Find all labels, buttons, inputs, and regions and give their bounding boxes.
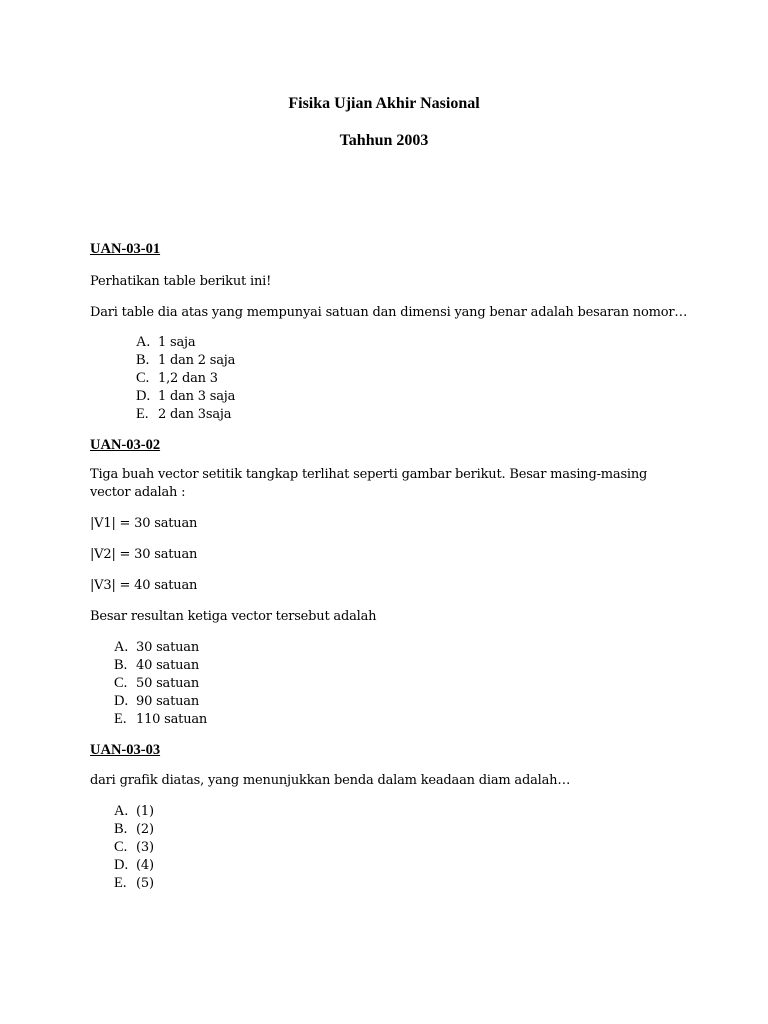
question-paragraph: Tiga buah vector setitik tangkap terlihat seperti gambar berikut. Besar masing-masing vector adalah : bbox=[90, 467, 648, 500]
option-text: 2 dan 3saja bbox=[158, 407, 232, 422]
option-text: (4) bbox=[136, 858, 154, 873]
question-heading: UAN-03-03 bbox=[90, 742, 161, 758]
question-paragraph: Perhatikan table berikut ini! bbox=[90, 274, 272, 289]
option-letter: C. bbox=[114, 675, 128, 691]
option-letter: C. bbox=[114, 839, 128, 855]
answer-option-c bbox=[114, 674, 690, 692]
question-paragraph: Dari table dia atas yang mempunyai satuan dan dimensi yang benar adalah besaran nomor… bbox=[90, 305, 688, 320]
option-letter: B. bbox=[136, 352, 150, 368]
vector-magnitude: |V3| = 40 satuan bbox=[90, 578, 198, 593]
document-body bbox=[90, 240, 690, 892]
document-title: Fisika Ujian Akhir Nasional bbox=[288, 95, 480, 112]
option-letter: A. bbox=[114, 803, 129, 819]
option-text: (3) bbox=[136, 840, 154, 855]
option-text: 40 satuan bbox=[136, 658, 200, 673]
question-uan-03-03 bbox=[90, 741, 690, 892]
answer-options bbox=[136, 333, 690, 423]
answer-option-c bbox=[136, 369, 690, 387]
question-heading: UAN-03-02 bbox=[90, 437, 161, 453]
answer-option-c bbox=[114, 838, 690, 856]
option-letter: C. bbox=[136, 370, 150, 386]
option-letter: E. bbox=[136, 406, 149, 422]
answer-options bbox=[114, 802, 690, 892]
option-letter: D. bbox=[136, 388, 151, 404]
option-text: 30 satuan bbox=[136, 640, 200, 655]
answer-option-a bbox=[114, 638, 690, 656]
option-letter: B. bbox=[114, 657, 128, 673]
answer-option-e bbox=[114, 710, 690, 728]
option-letter: A. bbox=[136, 334, 151, 350]
option-text: 1,2 dan 3 bbox=[158, 371, 218, 386]
option-letter: E. bbox=[114, 875, 127, 891]
answer-option-b bbox=[136, 351, 690, 369]
option-text: (5) bbox=[136, 876, 154, 891]
option-letter: D. bbox=[114, 693, 129, 709]
option-letter: D. bbox=[114, 857, 129, 873]
question-uan-03-01 bbox=[90, 240, 690, 423]
question-paragraph: Besar resultan ketiga vector tersebut adalah bbox=[90, 609, 377, 624]
answer-option-d bbox=[114, 856, 690, 874]
answer-option-b bbox=[114, 656, 690, 674]
question-uan-03-02 bbox=[90, 436, 690, 728]
option-text: 1 dan 2 saja bbox=[158, 353, 236, 368]
answer-option-d bbox=[114, 692, 690, 710]
option-text: 1 saja bbox=[158, 335, 196, 350]
option-text: 50 satuan bbox=[136, 676, 200, 691]
answer-options bbox=[114, 638, 690, 728]
vector-magnitude: |V1| = 30 satuan bbox=[90, 516, 198, 531]
option-letter: E. bbox=[114, 711, 127, 727]
answer-option-e bbox=[114, 874, 690, 892]
answer-option-d bbox=[136, 387, 690, 405]
option-text: (1) bbox=[136, 804, 154, 819]
answer-option-b bbox=[114, 820, 690, 838]
answer-option-a bbox=[114, 802, 690, 820]
option-text: (2) bbox=[136, 822, 154, 837]
option-text: 90 satuan bbox=[136, 694, 200, 709]
option-letter: B. bbox=[114, 821, 128, 837]
document-year: Tahhun 2003 bbox=[339, 132, 429, 149]
question-heading: UAN-03-01 bbox=[90, 241, 161, 257]
option-letter: A. bbox=[114, 639, 129, 655]
option-text: 110 satuan bbox=[136, 712, 208, 727]
answer-option-a bbox=[136, 333, 690, 351]
vector-magnitude: |V2| = 30 satuan bbox=[90, 547, 198, 562]
answer-option-e bbox=[136, 405, 690, 423]
question-paragraph: dari grafik diatas, yang menunjukkan benda dalam keadaan diam adalah… bbox=[90, 773, 571, 788]
option-text: 1 dan 3 saja bbox=[158, 389, 236, 404]
